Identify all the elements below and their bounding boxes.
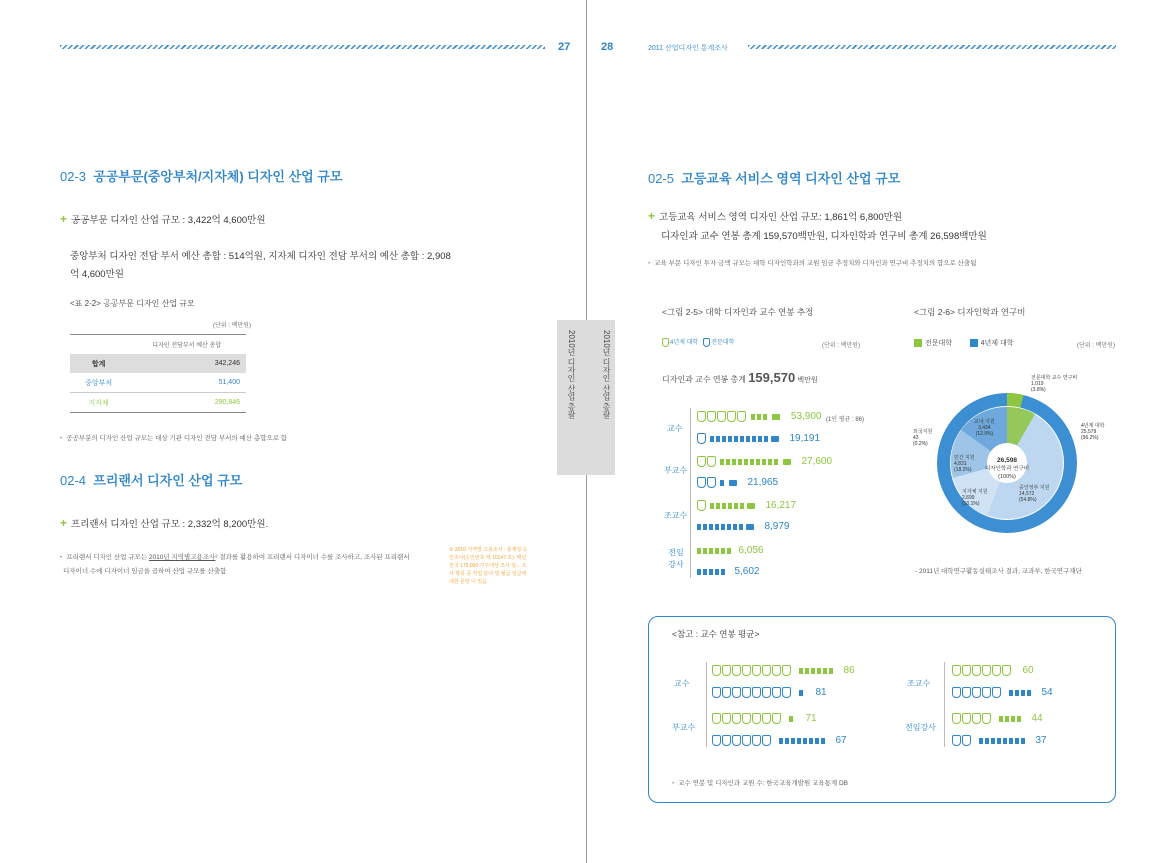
row-label-assistant: 조교수 (664, 511, 688, 520)
label-jr-research: 전문대학 교수 연구비 1,019 (3.8%) (1031, 375, 1078, 393)
table-row-label: 지자체 (88, 399, 109, 407)
header-rule-left (60, 45, 545, 49)
freelance-size-bullet: + 프리랜서 디자인 산업 규모 : 2,332억 8,200만원. (60, 516, 269, 530)
higher-ed-detail: 디자인과 교수 연봉 총계 159,570백만원, 디자인학과 연구비 총계 26,598백만원 (661, 231, 987, 242)
ref-lecturer-row2: 37 (952, 732, 1047, 750)
ref-professor-row2: 81 (712, 684, 827, 702)
footnote-2: ② 2010 지역별 고용조사 : 통계청 승인조사(승인번호 제 10147 호). 매년 전국 175,000 가구대상 조사 임... 조사 항목 중 직업 분야 및 월급 임금에 대한 문항 이 있음 (449, 547, 528, 585)
budget-paragraph-line1: 중앙부처 디자인 전담 부서 예산 총합 : 514억원, 지자체 디자인 전담 부서의 예산 총합 : 2,908 (70, 251, 451, 262)
ref-lecturer-row1: 44 (952, 710, 1043, 728)
ref-divider-right (944, 662, 945, 747)
donut-center-label: 26,598 디자인학과 연구비 (100%) (984, 457, 1030, 480)
label-private: 민간 지원 4,831 (18.2%) (954, 455, 975, 473)
figure-2-6-caption: <그림 2-6> 디자인학과 연구비 (914, 307, 1026, 317)
plus-icon: + (60, 212, 68, 226)
assoc-jr-row: 21,965 (697, 474, 778, 492)
label-local: 지자체 지원 2,699 (10.1%) (962, 489, 988, 507)
label-univ: 4년제 대학 25,579 (96.2%) (1081, 423, 1105, 441)
money-bag-icon (662, 338, 669, 347)
table-2-2-caption: <표 2-2> 공공부문 디자인 산업 규모 (70, 299, 195, 308)
reference-title: <참고 : 교수 연봉 평균> (672, 629, 760, 639)
plus-icon: + (60, 516, 68, 530)
table-2-2-unit: (단위 : 백만원) (213, 323, 251, 329)
public-note: • 공공부분의 디자인 산업 규모는 대상 기관 디자인 전담 부서의 예산 총합으로 함 (60, 435, 288, 442)
row-label-assoc: 부교수 (664, 466, 688, 475)
section-number: 02-3 (60, 169, 87, 184)
table-header: 디자인 전담부서 예산 총합 (152, 343, 222, 349)
money-bag-icon (703, 338, 710, 347)
ref-label-assistant: 조교수 (907, 679, 931, 688)
reference-source: • 교수 연봉 및 디자인과 교원 수: 한국교육개발원 교육통계 DB (672, 780, 848, 787)
ref-professor-row1: 86 (712, 662, 855, 680)
figure-2-5-caption: <그림 2-5> 대학 디자인과 교수 연봉 추정 (662, 307, 814, 317)
figure-2-6-unit: (단위 : 백만원) (1077, 343, 1115, 349)
section-number: 02-4 (60, 473, 87, 488)
professor-jr-row: 19,191 (697, 430, 820, 448)
table-row-value: 51,400 (218, 379, 240, 386)
budget-paragraph-line2: 억 4,600만원 (70, 269, 124, 280)
ref-assoc-row2: 67 (712, 732, 847, 750)
assoc-4yr-row: 27,600 (697, 453, 832, 471)
ref-label-assoc: 부교수 (672, 723, 696, 732)
section-02-5-heading (648, 168, 900, 187)
ref-assistant-row1: 60 (952, 662, 1034, 680)
higher-ed-bullet: + 고등교육 서비스 영역 디자인 산업 규모: 1,861억 6,800만원 (648, 209, 903, 223)
ref-label-lecturer: 전임강사 (905, 723, 936, 732)
label-central: 중앙정부 지원 14,572 (54.8%) (1019, 485, 1050, 503)
higher-ed-note: • 교육 부문 디자인 투자 금액 규모는 대학 디자인학과의 교원 임금 추정치와 디자인과 연구비 추정치의 합으로 산출됨 (648, 260, 977, 267)
legend-swatch-green (914, 339, 922, 347)
side-tab-text-left: 2010년 디자인 산업 총괄 (567, 330, 576, 419)
legend-swatch-blue (970, 339, 978, 347)
section-02-4-heading (60, 470, 242, 489)
table-row-label: 합계 (91, 360, 106, 368)
table-row-value: 342,246 (214, 360, 240, 367)
salary-total: 디자인과 교수 연봉 총계 159,570 백만원 (662, 370, 818, 385)
ref-assistant-row2: 54 (952, 684, 1053, 702)
ref-divider-left (706, 662, 707, 747)
figure-2-6-legend: 전문대학 4년제 대학 (914, 338, 1013, 348)
section-number: 02-5 (648, 171, 675, 186)
ref-label-professor: 교수 (674, 679, 690, 688)
table-2-2 (70, 334, 246, 413)
table-row-label: 중앙부처 (85, 379, 113, 387)
lecturer-4yr-row: 6,056 (697, 542, 763, 560)
row-label-lecturer: 전임 강사 (668, 548, 684, 569)
assistant-4yr-row: 16,217 (697, 497, 796, 515)
page-number-right: 28 (601, 41, 614, 53)
page-number-left: 27 (558, 41, 571, 53)
figure-2-5-unit: (단위 : 백만원) (822, 343, 860, 349)
assistant-jr-row: 8,979 (697, 518, 789, 536)
plus-icon: + (648, 209, 656, 223)
freelance-note-line2: 디자이너 수에 디자이너 임금을 곱하여 산업 규모를 산출함 (63, 568, 227, 575)
label-school: 교내 지원 3,434 (12.9%) (974, 419, 995, 437)
public-size-bullet: + 공공부문 디자인 산업 규모 : 3,422억 4,600만원 (60, 212, 266, 226)
section-title: 고등교육 서비스 영역 디자인 산업 규모 (681, 171, 901, 186)
header-rule-right (748, 45, 1116, 49)
lecturer-jr-row: 5,602 (697, 563, 759, 581)
bill-icon (772, 414, 780, 420)
ref-assoc-row1: 71 (712, 710, 817, 728)
side-tab-text-right: 2010년 디자인 산업 총괄 (602, 330, 611, 419)
section-02-3-heading (60, 166, 342, 185)
figure-2-5-legend: 4년제 대학 전문대학 (662, 337, 734, 347)
section-title: 프리랜서 디자인 산업 규모 (93, 473, 243, 488)
freelance-note-line1: • 프리랜서 디자인 산업 규모는 2010년 지역별고용조사² 결과를 활용하여 프리랜서 디자이너 수를 조사하고, 조사된 프리랜서 (60, 554, 410, 561)
section-title: 공공부문(중앙부처/지자체) 디자인 산업 규모 (93, 169, 343, 184)
row-label-professor: 교수 (667, 424, 683, 433)
table-row-value: 290,846 (214, 399, 240, 406)
survey-link[interactable]: 2010년 지역별고용조사 (148, 554, 216, 561)
label-foreign: 외국지원 43 (0.2%) (913, 429, 933, 447)
figure-2-5-axis (690, 408, 691, 578)
running-head: 2011 산업디자인 통계조사 (648, 45, 728, 52)
figure-2-6-source: - 2011년 대학연구활동실태조사 결과, 교과부, 한국연구재단 (915, 568, 1082, 575)
professor-4yr-row: 53,900 (1인 평균 : 86) (697, 408, 864, 426)
